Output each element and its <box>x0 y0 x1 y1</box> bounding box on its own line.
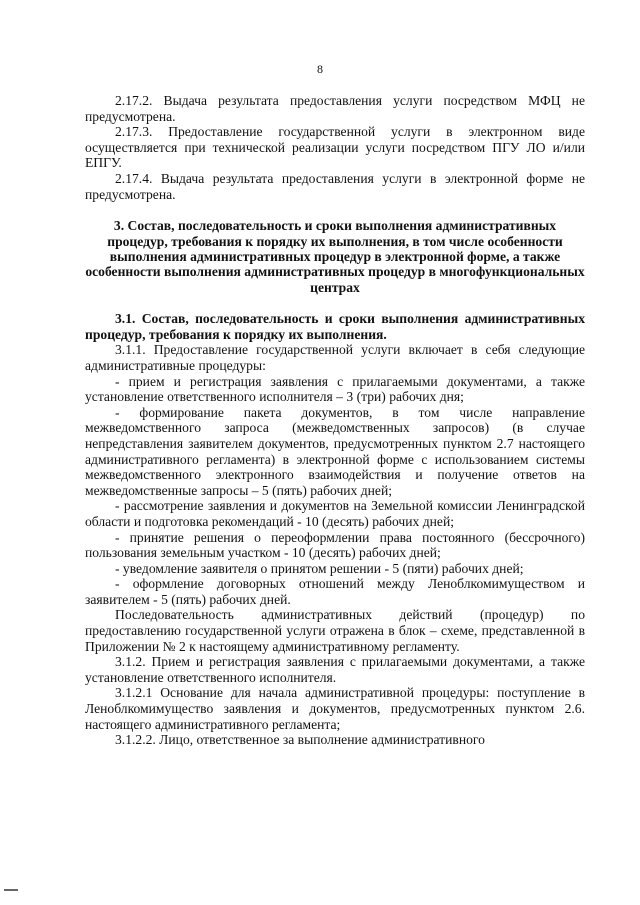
subsection-3-1-heading: 3.1. Состав, последовательность и сроки выполнения административных процедур, требования к порядку их выполнения. <box>85 311 585 342</box>
section-3-heading: 3. Состав, последовательность и сроки выполнения административных процедур, требования к порядку их выполнения, в том числе особенности выполнения административных процедур в электронной форме, а также особенности выполнения административных процедур в многофункциональных центрах <box>85 218 585 295</box>
paragraph-3-1-1: 3.1.1. Предоставление государственной услуги включает в себя следующие административные процедуры: <box>85 342 585 373</box>
paragraph-2-17-3: 2.17.3. Предоставление государственной услуги в электронном виде осуществляется при технической реализации услуги посредством ПГУ ЛО и/или ЕПГУ. <box>85 124 585 171</box>
paragraph-3-1-2-2: 3.1.2.2. Лицо, ответственное за выполнение административного <box>115 732 485 748</box>
page-content <box>85 93 585 748</box>
scan-edge-mark <box>4 889 18 891</box>
procedure-item: - формирование пакета документов, в том числе направление межведомственного запроса (межведомственных запросов) (в случае непредставления заявителем документов, предусмотренных пунктом 2.7 настоящего административного регламента) в электронной форме с использованием системы межведомственного электронного взаимодействия и получение ответов на межведомственные запросы – 5 (пять) рабочих дней; <box>85 404 585 498</box>
paragraph-sequence: Последовательность административных действий (процедур) по предоставлению государственной услуги отражена в блок – схеме, представленной в Приложении № 2 к настоящему административному регламенту. <box>85 607 585 654</box>
procedure-item: - уведомление заявителя о принятом решении - 5 (пяти) рабочих дней; <box>115 560 524 576</box>
paragraph-2-17-2: 2.17.2. Выдача результата предоставления услуги посредством МФЦ не предусмотрена. <box>85 93 585 124</box>
procedure-item: - оформление договорных отношений между Леноблкомимуществом и заявителем - 5 (пять) рабочих дней. <box>85 576 585 607</box>
paragraph-3-1-2-1: 3.1.2.1 Основание для начала административной процедуры: поступление в Леноблкомимущество заявления и документов, предусмотренных пунктом 2.6. настоящего административного регламента; <box>85 685 585 732</box>
procedure-item: - прием и регистрация заявления с прилагаемыми документами, а также установление ответственного исполнителя – 3 (три) рабочих дня; <box>85 373 585 405</box>
page-number: 8 <box>317 62 323 76</box>
procedure-item: - рассмотрение заявления и документов на Земельной комиссии Ленинградской области и подготовка рекомендаций - 10 (десять) рабочих дней; <box>85 498 585 529</box>
procedure-item: - принятие решения о переоформлении права постоянного (бессрочного) пользования земельным участком - 10 (десять) рабочих дней; <box>85 529 585 561</box>
paragraph-3-1-2: 3.1.2. Прием и регистрация заявления с прилагаемыми документами, а также установление ответственного исполнителя. <box>85 654 585 685</box>
paragraph-2-17-4: 2.17.4. Выдача результата предоставления услуги в электронной форме не предусмотрена. <box>85 170 585 202</box>
